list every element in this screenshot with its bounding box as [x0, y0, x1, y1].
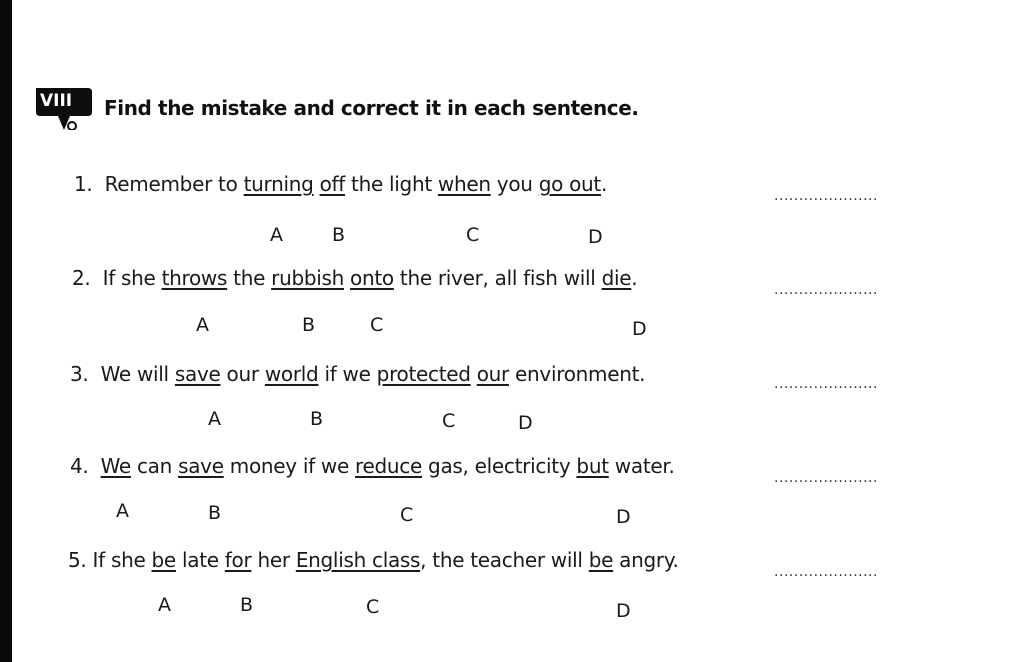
question-number: 3.: [70, 362, 89, 386]
option-label-b: B: [240, 594, 254, 616]
sentence-text: you: [490, 172, 539, 196]
option-a-text: save: [174, 362, 221, 386]
sentence-text: late: [175, 548, 225, 572]
exercise-instruction: Find the mistake and correct it in each sentence.: [104, 96, 639, 120]
option-b-text: world: [264, 362, 319, 386]
option-label-d: D: [632, 318, 647, 340]
option-label-a: A: [208, 408, 221, 430]
option-c-text: reduce: [355, 454, 422, 478]
option-a-text: We: [100, 454, 131, 478]
scan-edge: [0, 0, 12, 662]
question-number: 2.: [72, 266, 91, 290]
sentence-text: the river, all fish will: [393, 266, 602, 290]
option-label-d: D: [616, 506, 631, 528]
option-d-text: go out: [538, 172, 601, 196]
answer-blank-4[interactable]: .....................: [774, 470, 878, 486]
sentence-text: gas, electricity: [422, 454, 577, 478]
sentence-text: .: [631, 266, 638, 290]
option-label-a: A: [158, 594, 171, 616]
option-b-text: rubbish: [271, 266, 344, 290]
option-d-text: be: [588, 548, 614, 572]
question-2: [72, 266, 637, 290]
option-a-text: turning: [243, 172, 314, 196]
sentence-text: the: [227, 266, 272, 290]
option-label-d: D: [588, 226, 603, 248]
option-c-text: when: [437, 172, 491, 196]
sentence-text: water.: [608, 454, 675, 478]
answer-blank-3[interactable]: .....................: [774, 376, 878, 392]
option-label-d: D: [518, 412, 533, 434]
sentence-text: If she: [92, 548, 152, 572]
option-b-text: for: [224, 548, 252, 572]
sentence-text: our: [220, 362, 265, 386]
sentence-text: If she: [102, 266, 162, 290]
option-a-text: be: [151, 548, 176, 572]
worksheet-page: [12, 0, 1024, 662]
sentence-text: environment.: [508, 362, 646, 386]
question-3: [70, 362, 645, 386]
option-c-text: onto: [350, 266, 394, 290]
option-label-b: B: [332, 224, 346, 246]
option-label-b: B: [302, 314, 316, 336]
option-label-c: C: [442, 410, 456, 432]
option-d-text: but: [576, 454, 609, 478]
answer-blank-1[interactable]: .....................: [774, 188, 878, 204]
answer-blank-5[interactable]: .....................: [774, 564, 878, 580]
option-d-text: our: [476, 362, 509, 386]
sentence-text: .: [600, 172, 608, 196]
sentence-text: , the teacher will: [420, 548, 589, 572]
option-label-c: C: [400, 504, 414, 526]
option-c-text: protected: [376, 362, 471, 386]
option-label-d: D: [616, 600, 631, 622]
sentence-text: the light: [345, 172, 438, 196]
option-b-text: save: [178, 454, 224, 478]
sentence-text: can: [130, 454, 179, 478]
option-label-b: B: [208, 502, 222, 524]
question-number: 5.: [68, 548, 87, 572]
sentence-text: her: [251, 548, 296, 572]
question-4: [70, 454, 675, 478]
question-1: [74, 172, 607, 196]
question-number: 1.: [74, 172, 93, 196]
option-c-text: English class: [295, 548, 421, 572]
question-5: [68, 548, 679, 572]
option-label-a: A: [196, 314, 209, 336]
option-b-text: off: [319, 172, 345, 196]
exercise-number: VIII: [40, 91, 73, 111]
option-a-text: throws: [161, 266, 228, 290]
sentence-text: if we: [318, 362, 377, 386]
option-label-b: B: [310, 408, 324, 430]
sentence-text: Remember to: [104, 172, 244, 196]
option-label-c: C: [466, 224, 480, 246]
option-label-c: C: [366, 596, 380, 618]
sentence-text: money if we: [223, 454, 356, 478]
question-number: 4.: [70, 454, 89, 478]
option-d-text: die: [601, 266, 632, 290]
option-label-c: C: [370, 314, 384, 336]
answer-blank-2[interactable]: .....................: [774, 282, 878, 298]
option-label-a: A: [116, 500, 129, 522]
sentence-text: We will: [100, 362, 175, 386]
sentence-text: angry.: [613, 548, 679, 572]
option-label-a: A: [270, 224, 283, 246]
exercise-badge: [34, 86, 94, 118]
